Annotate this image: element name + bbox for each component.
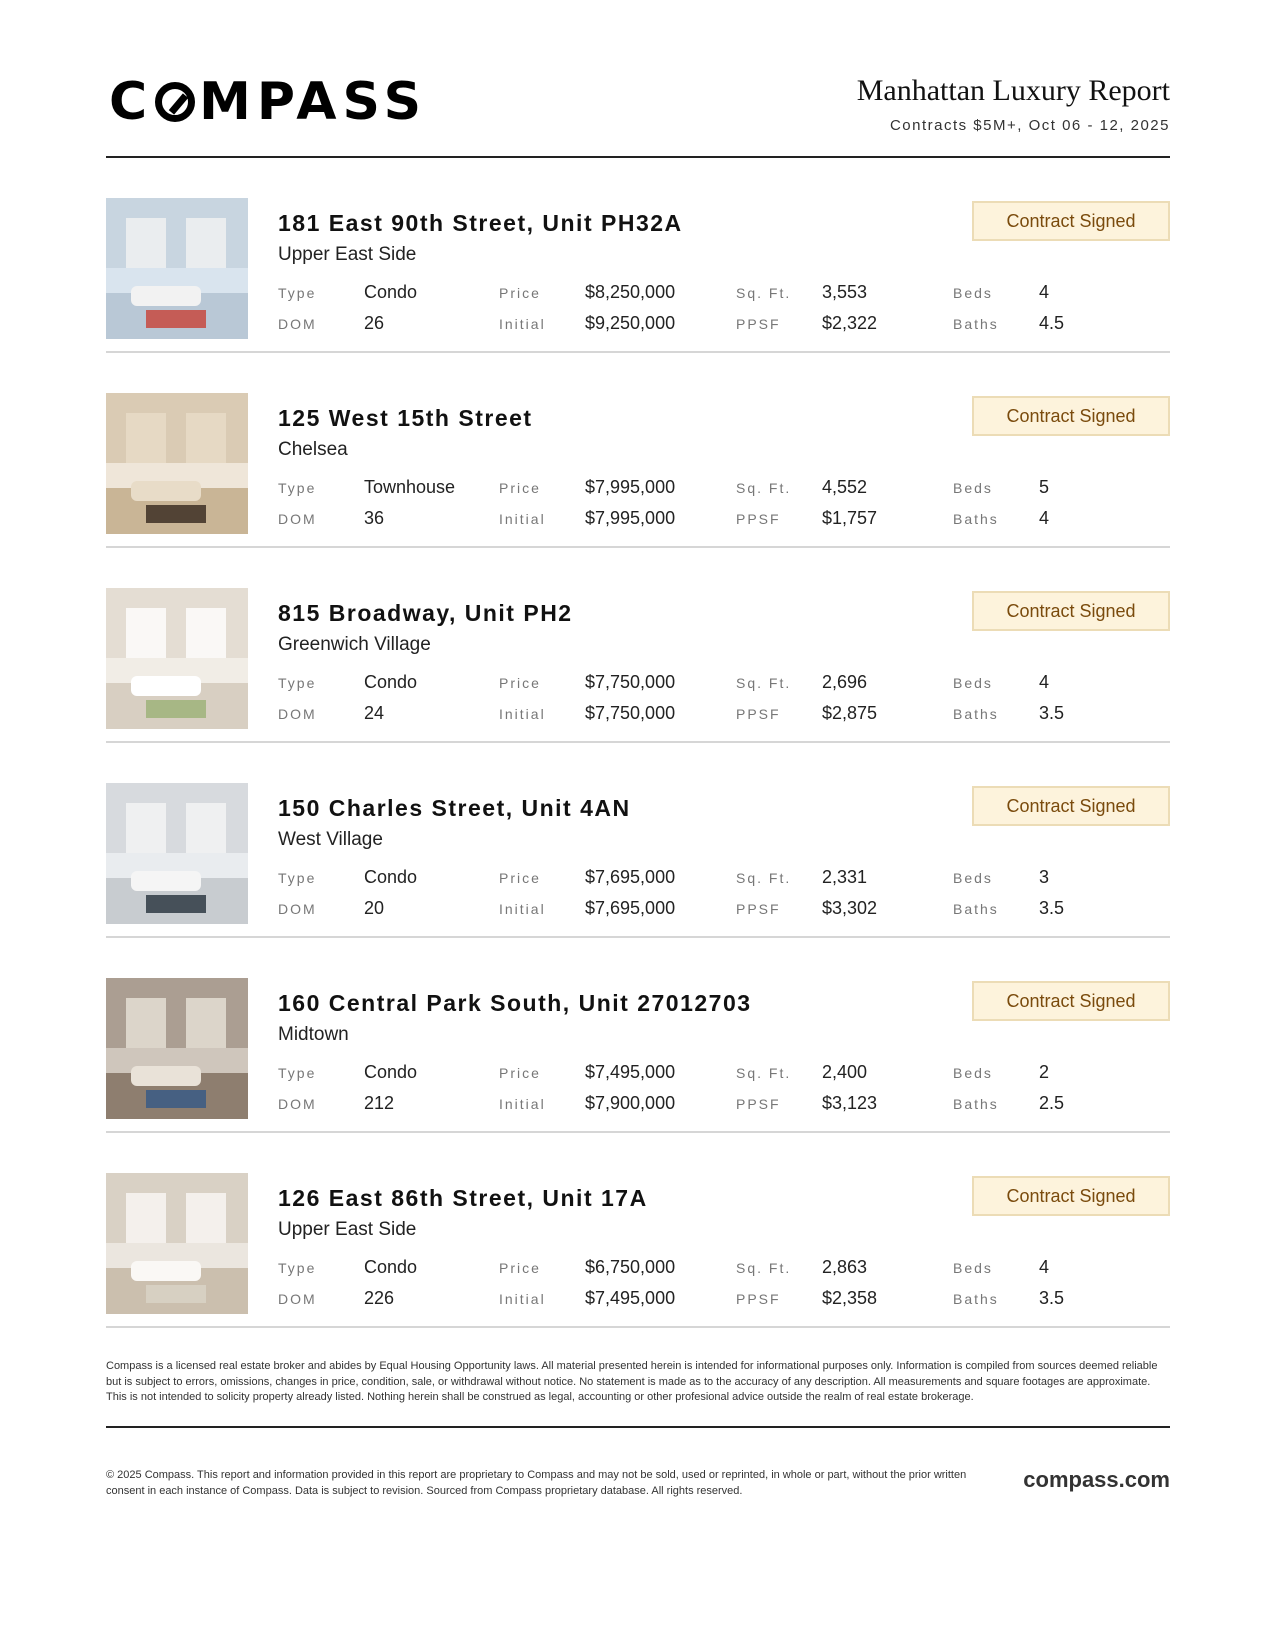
- price-label: Price: [499, 480, 541, 496]
- baths-label: Baths: [953, 1096, 999, 1112]
- dom-value: 36: [364, 508, 385, 528]
- type-label: Type: [278, 285, 317, 301]
- type-value: Condo: [364, 867, 418, 887]
- beds-label: Beds: [953, 675, 993, 691]
- listing-stats: [278, 282, 1170, 342]
- listing-photo[interactable]: [106, 393, 248, 534]
- ppsf-label: PPSF: [736, 316, 781, 332]
- type-value: Condo: [364, 1257, 418, 1277]
- sqft-label: Sq. Ft.: [736, 1065, 792, 1081]
- baths-label: Baths: [953, 316, 999, 332]
- listing-stats: [278, 672, 1170, 732]
- listing-row[interactable]: [106, 548, 1170, 743]
- status-badge: Contract Signed: [972, 786, 1170, 826]
- baths-value: 3.5: [1039, 1288, 1065, 1308]
- website-link[interactable]: compass.com: [1023, 1467, 1170, 1492]
- beds-value: 5: [1039, 477, 1050, 497]
- baths-value: 2.5: [1039, 1093, 1065, 1113]
- ppsf-value: $2,875: [822, 703, 878, 723]
- ppsf-label: PPSF: [736, 706, 781, 722]
- status-badge: Contract Signed: [972, 201, 1170, 241]
- type-value: Condo: [364, 282, 418, 302]
- report-title: Manhattan Luxury Report: [856, 74, 1170, 107]
- initial-price-value: $7,495,000: [585, 1288, 676, 1308]
- ppsf-label: PPSF: [736, 1096, 781, 1112]
- status-badge: Contract Signed: [972, 396, 1170, 436]
- beds-label: Beds: [953, 870, 993, 886]
- dom-value: 212: [364, 1093, 395, 1113]
- price-value: $7,995,000: [585, 477, 676, 497]
- beds-label: Beds: [953, 285, 993, 301]
- beds-value: 3: [1039, 867, 1050, 887]
- baths-value: 3.5: [1039, 898, 1065, 918]
- status-badge: Contract Signed: [972, 591, 1170, 631]
- type-value: Condo: [364, 672, 418, 692]
- ppsf-value: $1,757: [822, 508, 878, 528]
- listing-row[interactable]: [106, 1133, 1170, 1328]
- sqft-label: Sq. Ft.: [736, 1260, 792, 1276]
- beds-label: Beds: [953, 1260, 993, 1276]
- type-value: Townhouse: [364, 477, 456, 497]
- beds-value: 4: [1039, 672, 1050, 692]
- price-label: Price: [499, 1065, 541, 1081]
- listings-list: [106, 158, 1170, 1328]
- initial-price-label: Initial: [499, 1291, 546, 1307]
- beds-value: 2: [1039, 1062, 1050, 1082]
- listing-row[interactable]: [106, 938, 1170, 1133]
- sqft-value: 2,331: [822, 867, 868, 887]
- disclaimer-text: Compass is a licensed real estate broker and abides by Equal Housing Opportunity laws. All material presented herein is intended for informational purposes only. Information is compiled from sources deemed reliable but is subject to errors, omissions, changes in price, condition, sale, or withdrawal without notice. No statement is made as to the accuracy of any description. All measurements and square footages are approximate. This is not intended to solicity property already listed. Nothing herein shall be construed as legal, accounting or other profesional advice outside the realm of real estate brokerage.: [106, 1359, 1170, 1428]
- ppsf-value: $3,123: [822, 1093, 878, 1113]
- dom-value: 20: [364, 898, 385, 918]
- listing-neighborhood: Upper East Side: [278, 244, 417, 265]
- dom-value: 26: [364, 313, 385, 333]
- listing-row[interactable]: [106, 743, 1170, 938]
- dom-label: DOM: [278, 316, 317, 332]
- listing-photo[interactable]: [106, 588, 248, 729]
- listing-photo[interactable]: [106, 198, 248, 339]
- sqft-value: 2,696: [822, 672, 868, 692]
- beds-label: Beds: [953, 1065, 993, 1081]
- price-label: Price: [499, 870, 541, 886]
- initial-price-label: Initial: [499, 316, 546, 332]
- listing-neighborhood: Greenwich Village: [278, 634, 431, 655]
- price-label: Price: [499, 285, 541, 301]
- initial-price-value: $7,995,000: [585, 508, 676, 528]
- dom-label: DOM: [278, 706, 317, 722]
- type-label: Type: [278, 480, 317, 496]
- sqft-label: Sq. Ft.: [736, 870, 792, 886]
- price-value: $6,750,000: [585, 1257, 676, 1277]
- listing-row[interactable]: [106, 158, 1170, 353]
- listing-stats: [278, 477, 1170, 537]
- price-label: Price: [499, 675, 541, 691]
- initial-price-value: $7,900,000: [585, 1093, 676, 1113]
- dom-value: 226: [364, 1288, 395, 1308]
- baths-value: 4.5: [1039, 313, 1065, 333]
- listing-address[interactable]: 150 Charles Street, Unit 4AN: [278, 795, 631, 821]
- baths-value: 4: [1039, 508, 1050, 528]
- initial-price-value: $9,250,000: [585, 313, 676, 333]
- dom-label: DOM: [278, 901, 317, 917]
- sqft-value: 2,863: [822, 1257, 868, 1277]
- beds-label: Beds: [953, 480, 993, 496]
- listing-address[interactable]: 181 East 90th Street, Unit PH32A: [278, 210, 683, 236]
- dom-label: DOM: [278, 1291, 317, 1307]
- type-label: Type: [278, 675, 317, 691]
- baths-label: Baths: [953, 706, 999, 722]
- listing-address[interactable]: 126 East 86th Street, Unit 17A: [278, 1185, 648, 1211]
- listing-stats: [278, 867, 1170, 927]
- price-label: Price: [499, 1260, 541, 1276]
- listing-stats: [278, 1062, 1170, 1122]
- dom-label: DOM: [278, 511, 317, 527]
- ppsf-value: $3,302: [822, 898, 878, 918]
- listing-photo[interactable]: [106, 783, 248, 924]
- price-value: $7,695,000: [585, 867, 676, 887]
- type-label: Type: [278, 1065, 317, 1081]
- report-subtitle: Contracts $5M+, Oct 06 - 12, 2025: [889, 117, 1170, 134]
- dom-label: DOM: [278, 1096, 317, 1112]
- ppsf-label: PPSF: [736, 901, 781, 917]
- listing-neighborhood: West Village: [278, 829, 383, 850]
- ppsf-label: PPSF: [736, 1291, 781, 1307]
- listing-address[interactable]: 815 Broadway, Unit PH2: [278, 600, 573, 626]
- price-value: $7,495,000: [585, 1062, 676, 1082]
- price-value: $8,250,000: [585, 282, 676, 302]
- sqft-value: 3,553: [822, 282, 868, 302]
- listing-neighborhood: Midtown: [278, 1024, 349, 1045]
- type-value: Condo: [364, 1062, 418, 1082]
- listing-photo[interactable]: [106, 1173, 248, 1314]
- listing-address[interactable]: 125 West 15th Street: [278, 405, 533, 431]
- baths-label: Baths: [953, 511, 999, 527]
- initial-price-value: $7,695,000: [585, 898, 676, 918]
- status-badge: Contract Signed: [972, 1176, 1170, 1216]
- sqft-label: Sq. Ft.: [736, 480, 792, 496]
- price-value: $7,750,000: [585, 672, 676, 692]
- copyright-text: © 2025 Compass. This report and information provided in this report are proprietary to Compass and may not be sold, used or reprinted, in whole or part, without the prior written consent in each instance of Compass. Data is subject to revision. Sourced from Compass proprietary database. All rights reserved.: [106, 1469, 967, 1497]
- listing-address[interactable]: 160 Central Park South, Unit 27012703: [278, 990, 752, 1016]
- listing-neighborhood: Chelsea: [278, 439, 348, 460]
- type-label: Type: [278, 870, 317, 886]
- initial-price-label: Initial: [499, 511, 546, 527]
- sqft-label: Sq. Ft.: [736, 675, 792, 691]
- sqft-value: 2,400: [822, 1062, 868, 1082]
- report-header: [106, 0, 1170, 158]
- initial-price-value: $7,750,000: [585, 703, 676, 723]
- ppsf-label: PPSF: [736, 511, 781, 527]
- baths-label: Baths: [953, 1291, 999, 1307]
- listing-row[interactable]: [106, 353, 1170, 548]
- status-badge: Contract Signed: [972, 981, 1170, 1021]
- listing-neighborhood: Upper East Side: [278, 1219, 417, 1240]
- listing-stats: [278, 1257, 1170, 1317]
- sqft-label: Sq. Ft.: [736, 285, 792, 301]
- type-label: Type: [278, 1260, 317, 1276]
- listing-photo[interactable]: [106, 978, 248, 1119]
- beds-value: 4: [1039, 282, 1050, 302]
- initial-price-label: Initial: [499, 901, 546, 917]
- ppsf-value: $2,322: [822, 313, 878, 333]
- ppsf-value: $2,358: [822, 1288, 878, 1308]
- initial-price-label: Initial: [499, 1096, 546, 1112]
- sqft-value: 4,552: [822, 477, 868, 497]
- dom-value: 24: [364, 703, 385, 723]
- initial-price-label: Initial: [499, 706, 546, 722]
- compass-logo: C MPASS: [109, 72, 428, 132]
- baths-label: Baths: [953, 901, 999, 917]
- beds-value: 4: [1039, 1257, 1050, 1277]
- baths-value: 3.5: [1039, 703, 1065, 723]
- report-page: [106, 0, 1170, 1328]
